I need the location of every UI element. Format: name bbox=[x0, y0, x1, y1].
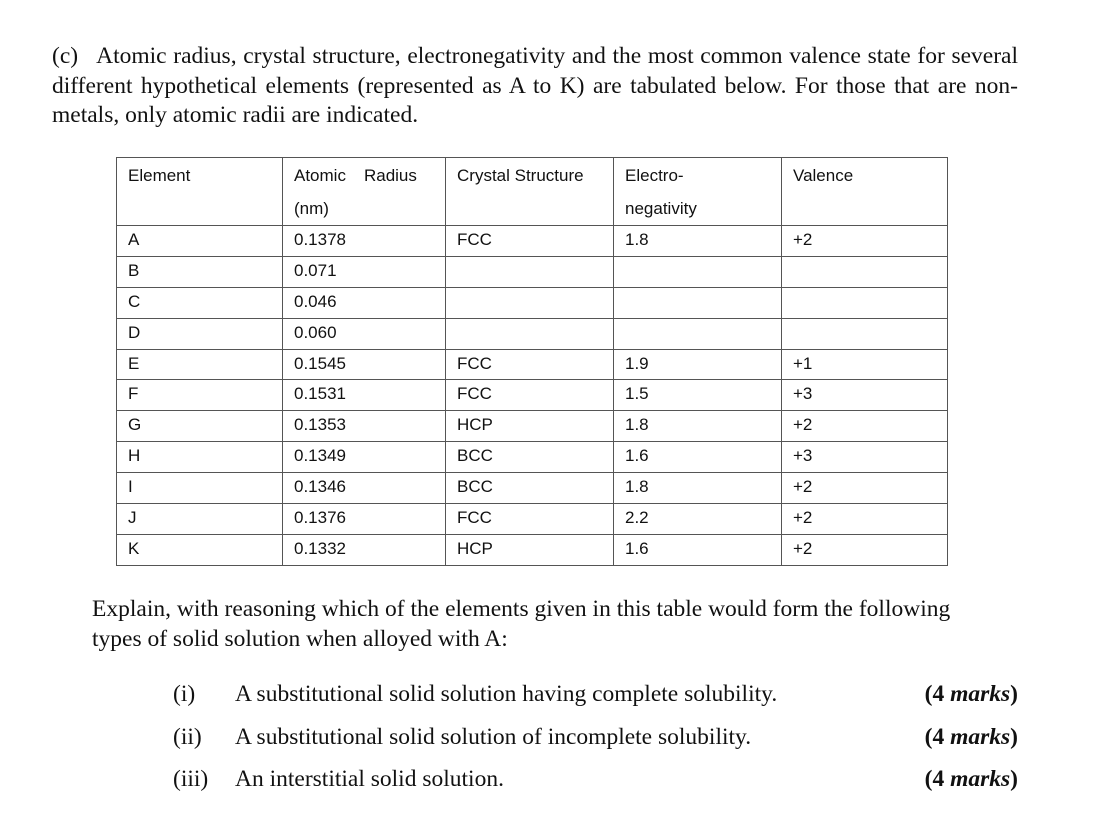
cell-structure: FCC bbox=[446, 226, 614, 257]
marks-close: ) bbox=[1010, 766, 1018, 792]
cell-valence: +2 bbox=[782, 226, 948, 257]
cell-radius: 0.1531 bbox=[283, 380, 446, 411]
cell-electronegativity: 1.6 bbox=[614, 442, 782, 473]
marks-open: (4 bbox=[924, 724, 951, 750]
cell-element: E bbox=[117, 349, 283, 380]
table-row bbox=[117, 504, 948, 535]
cell-electronegativity: 1.5 bbox=[614, 380, 782, 411]
cell-radius: 0.060 bbox=[283, 318, 446, 349]
table-row bbox=[117, 534, 948, 565]
table-row bbox=[117, 380, 948, 411]
part-number: (ii) bbox=[173, 724, 202, 750]
question-text: Explain, with reasoning which of the elements given in this table would form the following types of solid solution when alloyed with A: bbox=[92, 596, 951, 652]
cell-electronegativity bbox=[614, 287, 782, 318]
cell-structure: FCC bbox=[446, 349, 614, 380]
cell-valence: +2 bbox=[782, 534, 948, 565]
cell-electronegativity: 1.8 bbox=[614, 411, 782, 442]
part-marks bbox=[925, 679, 1018, 709]
marks-word: marks bbox=[950, 766, 1011, 792]
part-number: (iii) bbox=[173, 766, 209, 792]
cell-element: C bbox=[117, 287, 283, 318]
cell-radius: 0.1353 bbox=[283, 411, 446, 442]
cell-electronegativity bbox=[614, 256, 782, 287]
cell-structure bbox=[446, 287, 614, 318]
cell-radius: 0.1349 bbox=[283, 442, 446, 473]
intro-text: Atomic radius, crystal structure, electronegativity and the most common valence state for several different hypothetical elements (represented as A to K) are tabulated below. For those that are non-metals, only atomic radii are indicated. bbox=[52, 43, 1018, 128]
cell-valence: +2 bbox=[782, 473, 948, 504]
table-row bbox=[117, 318, 948, 349]
part-text: A substitutional solid solution of incomplete solubility. bbox=[235, 724, 752, 750]
cell-element: I bbox=[117, 473, 283, 504]
cell-structure: FCC bbox=[446, 380, 614, 411]
header-electro-b: negativity bbox=[625, 199, 697, 218]
cell-radius: 0.1378 bbox=[283, 226, 446, 257]
part-label: (c) bbox=[52, 43, 79, 69]
cell-radius: 0.046 bbox=[283, 287, 446, 318]
header-atomic-radius bbox=[283, 158, 446, 226]
header-element bbox=[117, 158, 283, 226]
part-text: A substitutional solid solution having complete solubility. bbox=[235, 681, 778, 707]
table-row bbox=[117, 256, 948, 287]
marks-close: ) bbox=[1010, 681, 1018, 707]
header-radius-b: Radius bbox=[363, 166, 417, 185]
part-marks bbox=[925, 722, 1018, 752]
cell-valence bbox=[782, 287, 948, 318]
cell-structure: HCP bbox=[446, 534, 614, 565]
cell-electronegativity: 2.2 bbox=[614, 504, 782, 535]
cell-electronegativity: 1.6 bbox=[614, 534, 782, 565]
table-header-row bbox=[117, 158, 948, 226]
marks-open: (4 bbox=[924, 766, 951, 792]
header-radius-c: (nm) bbox=[294, 199, 329, 218]
cell-radius: 0.071 bbox=[283, 256, 446, 287]
cell-element: J bbox=[117, 504, 283, 535]
cell-valence: +3 bbox=[782, 380, 948, 411]
cell-radius: 0.1346 bbox=[283, 473, 446, 504]
table-row bbox=[117, 287, 948, 318]
elements-table bbox=[116, 157, 948, 566]
table-row bbox=[117, 442, 948, 473]
table-row bbox=[117, 349, 948, 380]
header-valence bbox=[782, 158, 948, 226]
cell-radius: 0.1376 bbox=[283, 504, 446, 535]
header-electro-a: Electro- bbox=[625, 166, 684, 185]
cell-structure bbox=[446, 256, 614, 287]
intro-paragraph bbox=[52, 42, 1018, 131]
marks-close: ) bbox=[1010, 724, 1018, 750]
cell-element: A bbox=[117, 226, 283, 257]
cell-valence bbox=[782, 256, 948, 287]
marks-word: marks bbox=[950, 681, 1011, 707]
header-crystal-structure bbox=[446, 158, 614, 226]
part-number: (i) bbox=[173, 681, 196, 707]
cell-valence bbox=[782, 318, 948, 349]
marks-word: marks bbox=[950, 724, 1011, 750]
header-electronegativity bbox=[614, 158, 782, 226]
cell-radius: 0.1545 bbox=[283, 349, 446, 380]
cell-radius: 0.1332 bbox=[283, 534, 446, 565]
cell-element: G bbox=[117, 411, 283, 442]
header-element-text: Element bbox=[128, 166, 191, 185]
marks-open: (4 bbox=[924, 681, 951, 707]
cell-element: H bbox=[117, 442, 283, 473]
cell-electronegativity bbox=[614, 318, 782, 349]
cell-element: B bbox=[117, 256, 283, 287]
cell-element: K bbox=[117, 534, 283, 565]
table-row bbox=[117, 473, 948, 504]
cell-structure bbox=[446, 318, 614, 349]
cell-valence: +2 bbox=[782, 411, 948, 442]
cell-electronegativity: 1.8 bbox=[614, 226, 782, 257]
part-text: An interstitial solid solution. bbox=[235, 766, 504, 792]
cell-element: D bbox=[117, 318, 283, 349]
table-row bbox=[117, 226, 948, 257]
question-part-ii bbox=[173, 722, 1023, 752]
header-valence-text: Valence bbox=[793, 166, 854, 185]
cell-valence: +3 bbox=[782, 442, 948, 473]
table-row bbox=[117, 411, 948, 442]
header-radius-a: Atomic bbox=[294, 166, 346, 185]
cell-valence: +1 bbox=[782, 349, 948, 380]
question-part-i bbox=[173, 679, 1023, 709]
cell-electronegativity: 1.8 bbox=[614, 473, 782, 504]
cell-structure: HCP bbox=[446, 411, 614, 442]
cell-electronegativity: 1.9 bbox=[614, 349, 782, 380]
cell-structure: FCC bbox=[446, 504, 614, 535]
question-part-iii bbox=[173, 764, 1023, 794]
cell-valence: +2 bbox=[782, 504, 948, 535]
cell-structure: BCC bbox=[446, 442, 614, 473]
part-marks bbox=[925, 764, 1018, 794]
cell-element: F bbox=[117, 380, 283, 411]
header-structure-text: Crystal Structure bbox=[457, 166, 584, 185]
cell-structure: BCC bbox=[446, 473, 614, 504]
